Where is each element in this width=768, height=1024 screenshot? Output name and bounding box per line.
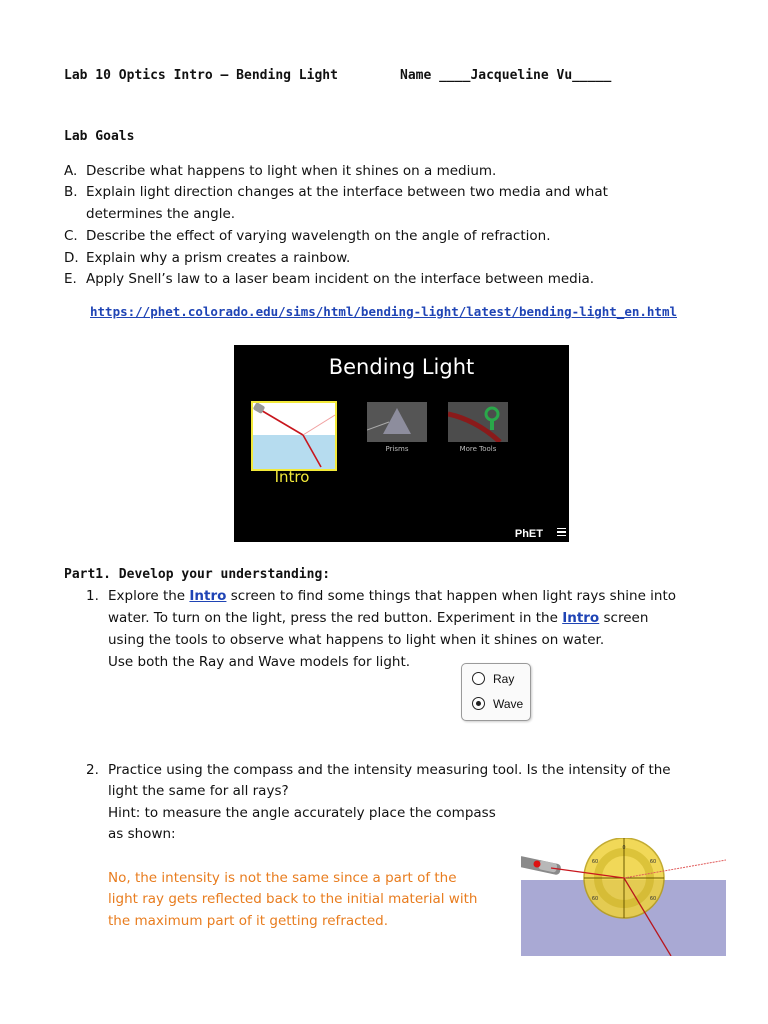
goal-letter: D. [64,250,79,266]
radio-wave-label: Wave [493,697,524,711]
q2-answer-line3: the maximum part of it getting refracted. [108,913,389,929]
q1-line2-start: water. To turn on the light, press the red button. Experiment in the [108,610,563,626]
goal-letter: B. [64,184,78,200]
more-tools-tile-label: More Tools [459,445,497,453]
svg-text:60: 60 [591,896,599,902]
svg-text:60: 60 [649,896,657,902]
intro-tile-label: Intro [274,468,310,486]
intro-link[interactable]: Intro [562,610,600,626]
q2-answer-line1: No, the intensity is not the same since a part of the [108,870,457,886]
ray-wave-selector [461,663,531,721]
q2-number: 2. [86,762,99,778]
q2-answer-line2: light ray gets reflected back to the initial material with [108,891,478,907]
svg-text:60: 60 [649,859,657,865]
intro-tile-image [253,403,335,469]
q1-line1 [108,586,676,608]
phet-logo: PhET [514,528,543,540]
radio-wave-circle[interactable] [472,697,485,710]
more-tools-tile[interactable] [448,402,508,442]
student-name: Name ____Jacqueline Vu_____ [400,68,612,83]
q1-line1-end: screen to find some things that happen when light rays shine into [226,588,677,604]
goal-text: Describe the effect of varying wavelength on the angle of refraction. [86,228,551,244]
q2-line3: Hint: to measure the angle accurately place the compass [108,805,496,821]
goal-text: Describe what happens to light when it shines on a medium. [86,163,497,179]
radio-wave[interactable] [472,697,523,711]
goal-text: Explain why a prism creates a rainbow. [86,250,351,266]
phet-sim-link[interactable]: https://phet.colorado.edu/sims/html/bending-light/latest/bending-light_en.html [90,304,677,319]
lab-title: Lab 10 Optics Intro – Bending Light [64,68,338,83]
bending-light-sim-preview [234,345,569,542]
q1-line1-start: Explore the [108,588,190,604]
q1-line2-end: screen [599,610,649,626]
sim-title: Bending Light [328,355,475,379]
menu-icon[interactable] [557,528,566,539]
q1-line3: using the tools to observe what happens to light when it shines on water. [108,632,605,648]
more-tools-tile-image [448,402,508,442]
q1-number: 1. [86,588,99,604]
svg-text:60: 60 [591,859,599,865]
q2-line4: as shown: [108,826,176,842]
goal-text: Explain light direction changes at the interface between two media and what determines the angle. [86,184,608,222]
q1-line4: Use both the Ray and Wave models for light. [108,654,411,670]
prisms-tile-image [367,402,427,442]
goal-text: Apply Snell’s law to a laser beam incident on the interface between media. [86,271,595,287]
radio-ray[interactable] [472,672,514,686]
intro-tile[interactable] [251,401,337,471]
radio-ray-label: Ray [493,672,515,686]
intro-link[interactable]: Intro [189,588,227,604]
goal-letter: E. [64,271,77,287]
q1-line2 [108,608,648,630]
goal-letter: C. [64,228,78,244]
compass-diagram [521,838,726,956]
prisms-tile-label: Prisms [385,445,409,453]
prisms-tile[interactable] [367,402,427,442]
part1-heading: Part1. Develop your understanding: [64,567,331,582]
goals-heading: Lab Goals [64,129,135,144]
laser-icon [521,856,562,876]
q2-line2: light the same for all rays? [108,783,289,799]
q2-line1: Practice using the compass and the intensity measuring tool. Is the intensity of the [108,762,671,778]
radio-ray-circle[interactable] [472,672,485,685]
goal-letter: A. [64,163,78,179]
svg-text:0: 0 [622,845,626,851]
